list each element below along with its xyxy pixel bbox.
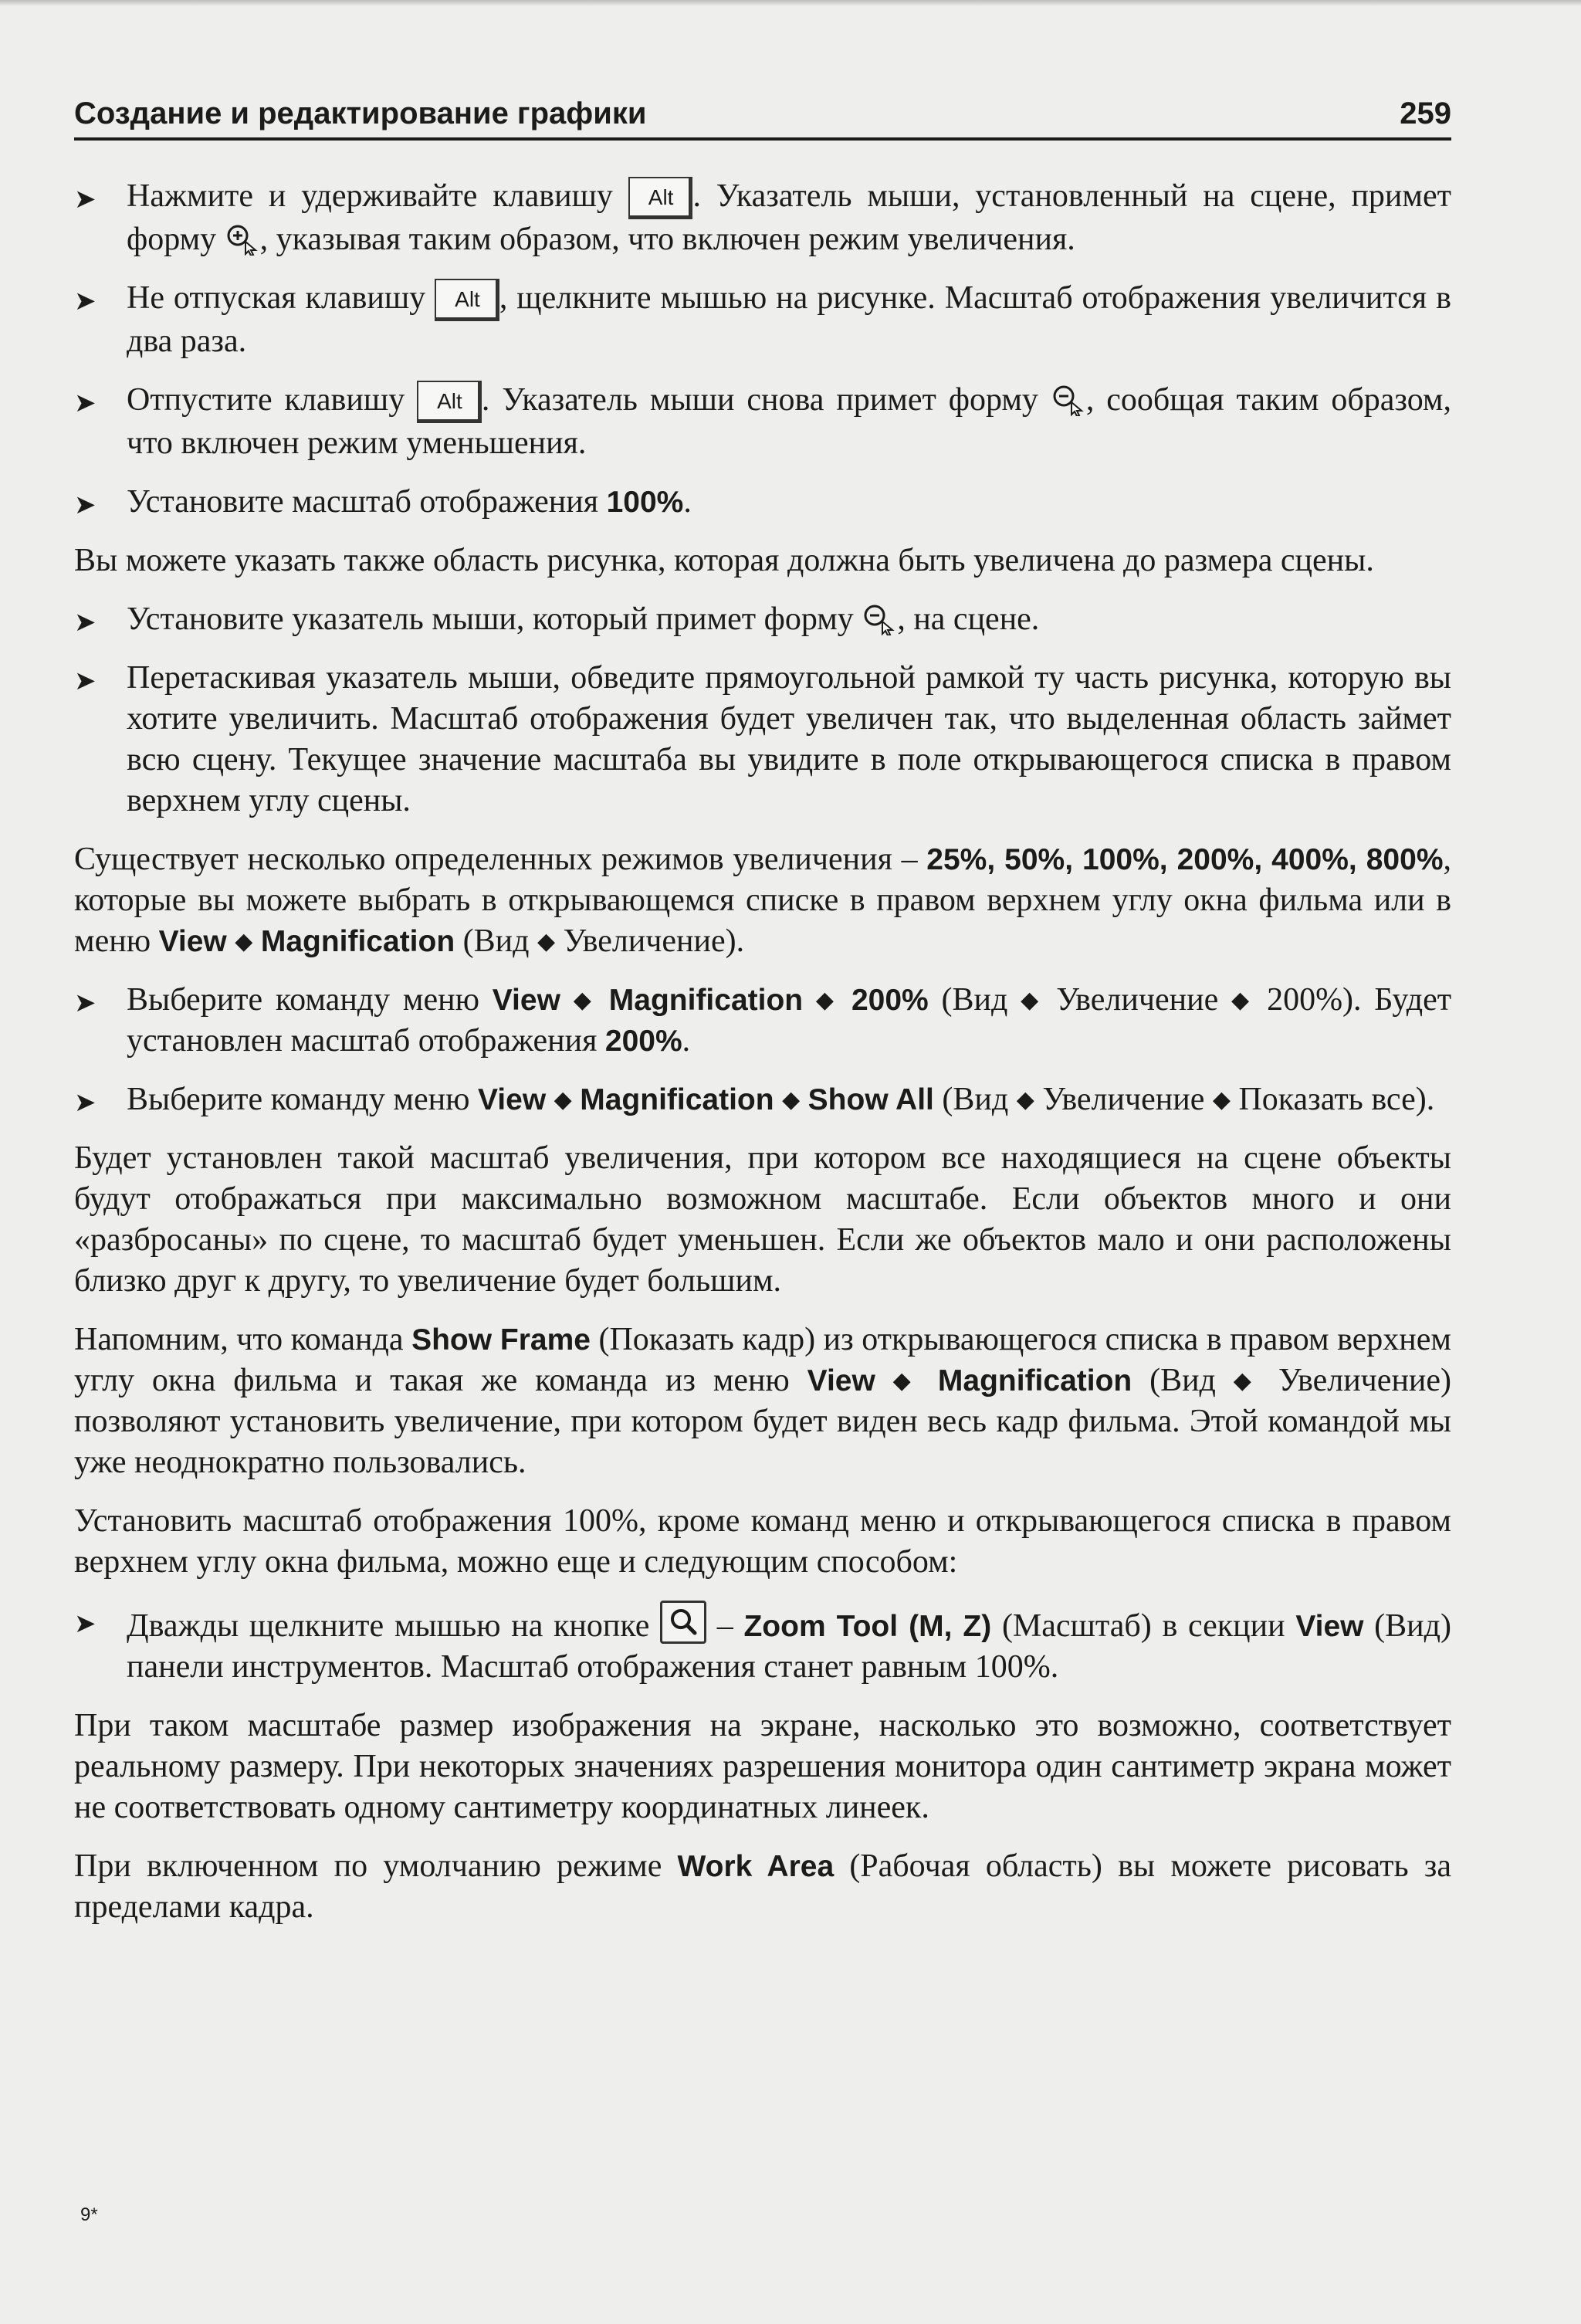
bullet-hold-alt: ➤ Нажмите и удерживайте клавишу Alt . Указатель мыши, установленный на сцене, примет форму , указывая таким образом, что включен режим увеличения. [74,178,1451,257]
diamond-separator-icon: ◆ [573,987,597,1014]
diamond-separator-icon: ◆ [1021,987,1044,1014]
diamond-separator-icon: ◆ [1233,1367,1261,1394]
diamond-separator-icon: ◆ [1231,987,1254,1014]
bullet-arrow-icon: ➤ [74,286,96,317]
bullet-menu-200: ➤ Выберите команду меню View ◆ Magnification ◆ 200% (Вид ◆ Увеличение ◆ 200%). Будет установлен масштаб отображения 200%. [74,982,1452,1059]
bullet-menu-show-all: ➤ Выберите команду меню View ◆ Magnification ◆ Show All (Вид ◆ Увеличение ◆ Показать все). [74,1079,1451,1120]
paragraph-zoom-modes: Существует несколько определенных режимов увеличения – 25%, 50%, 100%, 200%, 400%, 800%, которые вы можете выбрать в открывающемся списке в правом верхнем углу окна фильма или в меню View ◆ Magnification (Вид ◆ Увеличение). [74,842,1451,959]
bullet-arrow-icon: ➤ [74,490,96,520]
page-number: 259 [1400,97,1451,130]
scan-edge [0,0,1581,6]
magnifier-tool-icon [668,1607,699,1638]
zoom-out-cursor-icon [862,603,897,635]
bullet-arrow-icon: ➤ [74,666,96,696]
paragraph-show-frame: Напомним, что команда Show Frame (Показать кадр) из открывающегося списка в правом верхнем углу окна фильма и такая же команда из меню View ◆ Magnification (Вид ◆ Увеличение) позволяют установить увеличение, при котором будет виден весь кадр фильма. Этой командой мы уже неоднократно пользовались. [74,1322,1452,1480]
alt-key-icon: Alt [435,279,499,321]
alt-key-icon: Alt [628,177,693,219]
paragraph-work-area: При включенном по умолчанию режиме Work Area (Рабочая область) вы можете рисовать за пределами кадра. [74,1848,1452,1925]
paragraph-alt-method: Установить масштаб отображения 100%, кроме команд меню и открывающегося списка в правом верхнем углу окна фильма, можно еще и следующим способом: [74,1503,1451,1580]
diamond-separator-icon: ◆ [235,928,253,955]
alt-key-icon: Alt [417,381,482,423]
bullet-arrow-icon: ➤ [74,988,96,1018]
book-page [74,97,1451,1946]
bullet-arrow-icon: ➤ [74,1087,96,1118]
diamond-separator-icon: ◆ [815,987,839,1014]
diamond-separator-icon: ◆ [554,1086,572,1113]
zoom-out-cursor-icon [1051,384,1086,416]
signature-mark: 9* [80,2204,98,2225]
paragraph-show-all-explain: Будет установлен такой масштаб увеличения, при котором все находящиеся на сцене объекты будут отображаться при максимально возможном масштабе. Если объектов много и они «разбросаны» по сцене, то масштаб будет уменьшен. Если же объектов мало и они расположены близко друг к другу, то увеличение будет большим. [74,1140,1451,1299]
bullet-drag-rectangle: ➤ Перетаскивая указатель мыши, обведите прямоугольной рамкой ту часть рисунка, которую вы хотите увеличить. Масштаб отображения будет увеличен так, что выделенная область займет всю сцену. Текущее значение масштаба вы увидите в поле открывающегося списка в правом верхнем углу сцены. [74,660,1451,818]
bullet-arrow-icon: ➤ [74,607,96,638]
paragraph-real-size: При таком масштабе размер изображения на экране, насколько это возможно, соответствует реальному размеру. При некоторых значениях разрешения монитора один сантиметр экрана может не соответствовать одному сантиметру координатных линеек. [74,1708,1451,1825]
bullet-place-cursor: ➤ Установите указатель мыши, который примет форму , на сцене. [74,599,1451,640]
bullet-arrow-icon: ➤ [74,184,96,215]
diamond-separator-icon: ◆ [1212,1086,1231,1113]
bullet-zoom-tool: ➤ Дважды щелкните мышью на кнопке – Zoom Tool (M, Z) (Масштаб) в секции View (Вид) панели инструментов. Масштаб отображения станет равным 100%. [74,1601,1451,1688]
diamond-separator-icon: ◆ [782,1086,801,1113]
body-text [74,176,1451,1928]
running-header [74,97,1451,141]
zoom-tool-button [660,1601,706,1644]
chapter-title: Создание и редактирование графики [74,97,647,130]
bullet-release-alt: ➤ Отпустите клавишу Alt . Указатель мыши снова примет форму , сообщая таким образом, что включен режим уменьшения. [74,382,1451,461]
diamond-separator-icon: ◆ [1016,1086,1034,1113]
diamond-separator-icon: ◆ [537,928,556,955]
zoom-in-cursor-icon [225,223,260,256]
diamond-separator-icon: ◆ [892,1367,921,1394]
bullet-click-with-alt: ➤ Не отпуская клавишу Alt , щелкните мышью на рисунке. Масштаб отображения увеличится в два раза. [74,280,1451,359]
paragraph-zoom-area: Вы можете указать также область рисунка, которая должна быть увеличена до размера сцены. [74,543,1374,578]
bullet-arrow-icon: ➤ [74,388,96,418]
bullet-arrow-icon: ➤ [74,1608,96,1639]
bullet-set-100: ➤ Установите масштаб отображения 100%. [74,482,1451,523]
